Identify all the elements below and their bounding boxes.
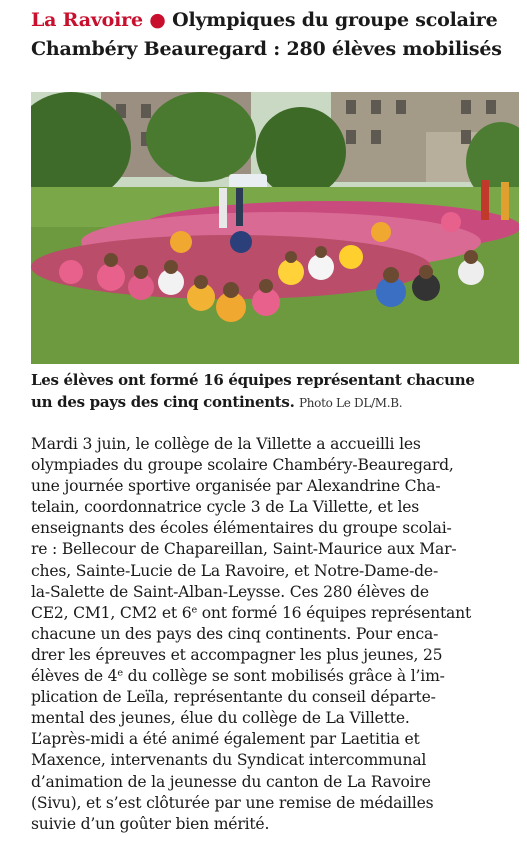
headline-place: La Ravoire bbox=[31, 9, 143, 31]
headline-line-1 bbox=[31, 6, 521, 35]
body-line: (Sivu), et s’est clôturée par une remise de médailles bbox=[31, 793, 434, 812]
article-photo bbox=[31, 92, 519, 364]
body-line: enseignants des écoles élémentaires du groupe scolai- bbox=[31, 519, 452, 538]
caption-line-1: Les élèves ont formé 16 équipes représentant chacune bbox=[31, 371, 475, 389]
photo-credit: Photo Le DL/M.B. bbox=[298, 396, 403, 410]
body-line: chacune un des pays des cinq continents. Pour enca- bbox=[31, 624, 439, 643]
body-text-segment: du collège se sont mobilisés grâce à l’im- bbox=[122, 667, 445, 686]
body-text-segment: élèves de 4 bbox=[31, 667, 118, 686]
body-line: olympiades du groupe scolaire Chambéry-Beauregard, bbox=[31, 456, 454, 475]
body-line: ches, Sainte-Lucie de La Ravoire, et Notre-Dame-de- bbox=[31, 561, 439, 580]
body-line: d’animation de la jeunesse du canton de La Ravoire bbox=[31, 772, 431, 791]
body-line: re : Bellecour de Chapareillan, Saint-Maurice aux Mar- bbox=[31, 540, 457, 559]
body-line: Mardi 3 juin, le collège de la Villette a accueilli les bbox=[31, 435, 421, 453]
body-line: Maxence, intervenants du Syndicat intercommunal bbox=[31, 751, 427, 770]
bullet-icon: ● bbox=[149, 9, 166, 31]
ordinal-suffix: e bbox=[191, 604, 197, 616]
photo-children-seated-on-lawn-icon bbox=[31, 92, 519, 364]
headline-line-2: Chambéry Beauregard : 280 élèves mobilisés bbox=[31, 38, 502, 60]
body-line: la-Salette de Saint-Alban-Leysse. Ces 280 élèves de bbox=[31, 582, 429, 601]
body-line: suivie d’un goûter bien mérité. bbox=[31, 814, 270, 833]
body-line: plication de Leïla, représentante du conseil départe- bbox=[31, 688, 436, 707]
body-line: L’après-midi a été animé également par Laetitia et bbox=[31, 730, 420, 749]
body-text-segment: ont formé 16 équipes représentant bbox=[196, 603, 472, 622]
headline bbox=[31, 6, 521, 64]
body-line: une journée sportive organisée par Alexandrine Cha- bbox=[31, 477, 441, 496]
ordinal-suffix: e bbox=[117, 667, 123, 679]
article-body bbox=[31, 434, 525, 835]
body-text-segment: CE2, CM1, CM2 et 6 bbox=[31, 603, 192, 622]
body-line: telain, coordonnatrice cycle 3 de La Villette, et les bbox=[31, 498, 420, 517]
headline-title-part-1: Olympiques du groupe scolaire bbox=[172, 9, 498, 31]
photo-caption bbox=[31, 369, 521, 414]
body-line: mental des jeunes, élue du collège de La Villette. bbox=[31, 709, 410, 728]
body-line: drer les épreuves et accompagner les plus jeunes, 25 bbox=[31, 645, 443, 664]
caption-line-2: un des pays des cinq continents. bbox=[31, 393, 295, 411]
body-line bbox=[31, 603, 525, 624]
body-line bbox=[31, 666, 525, 687]
